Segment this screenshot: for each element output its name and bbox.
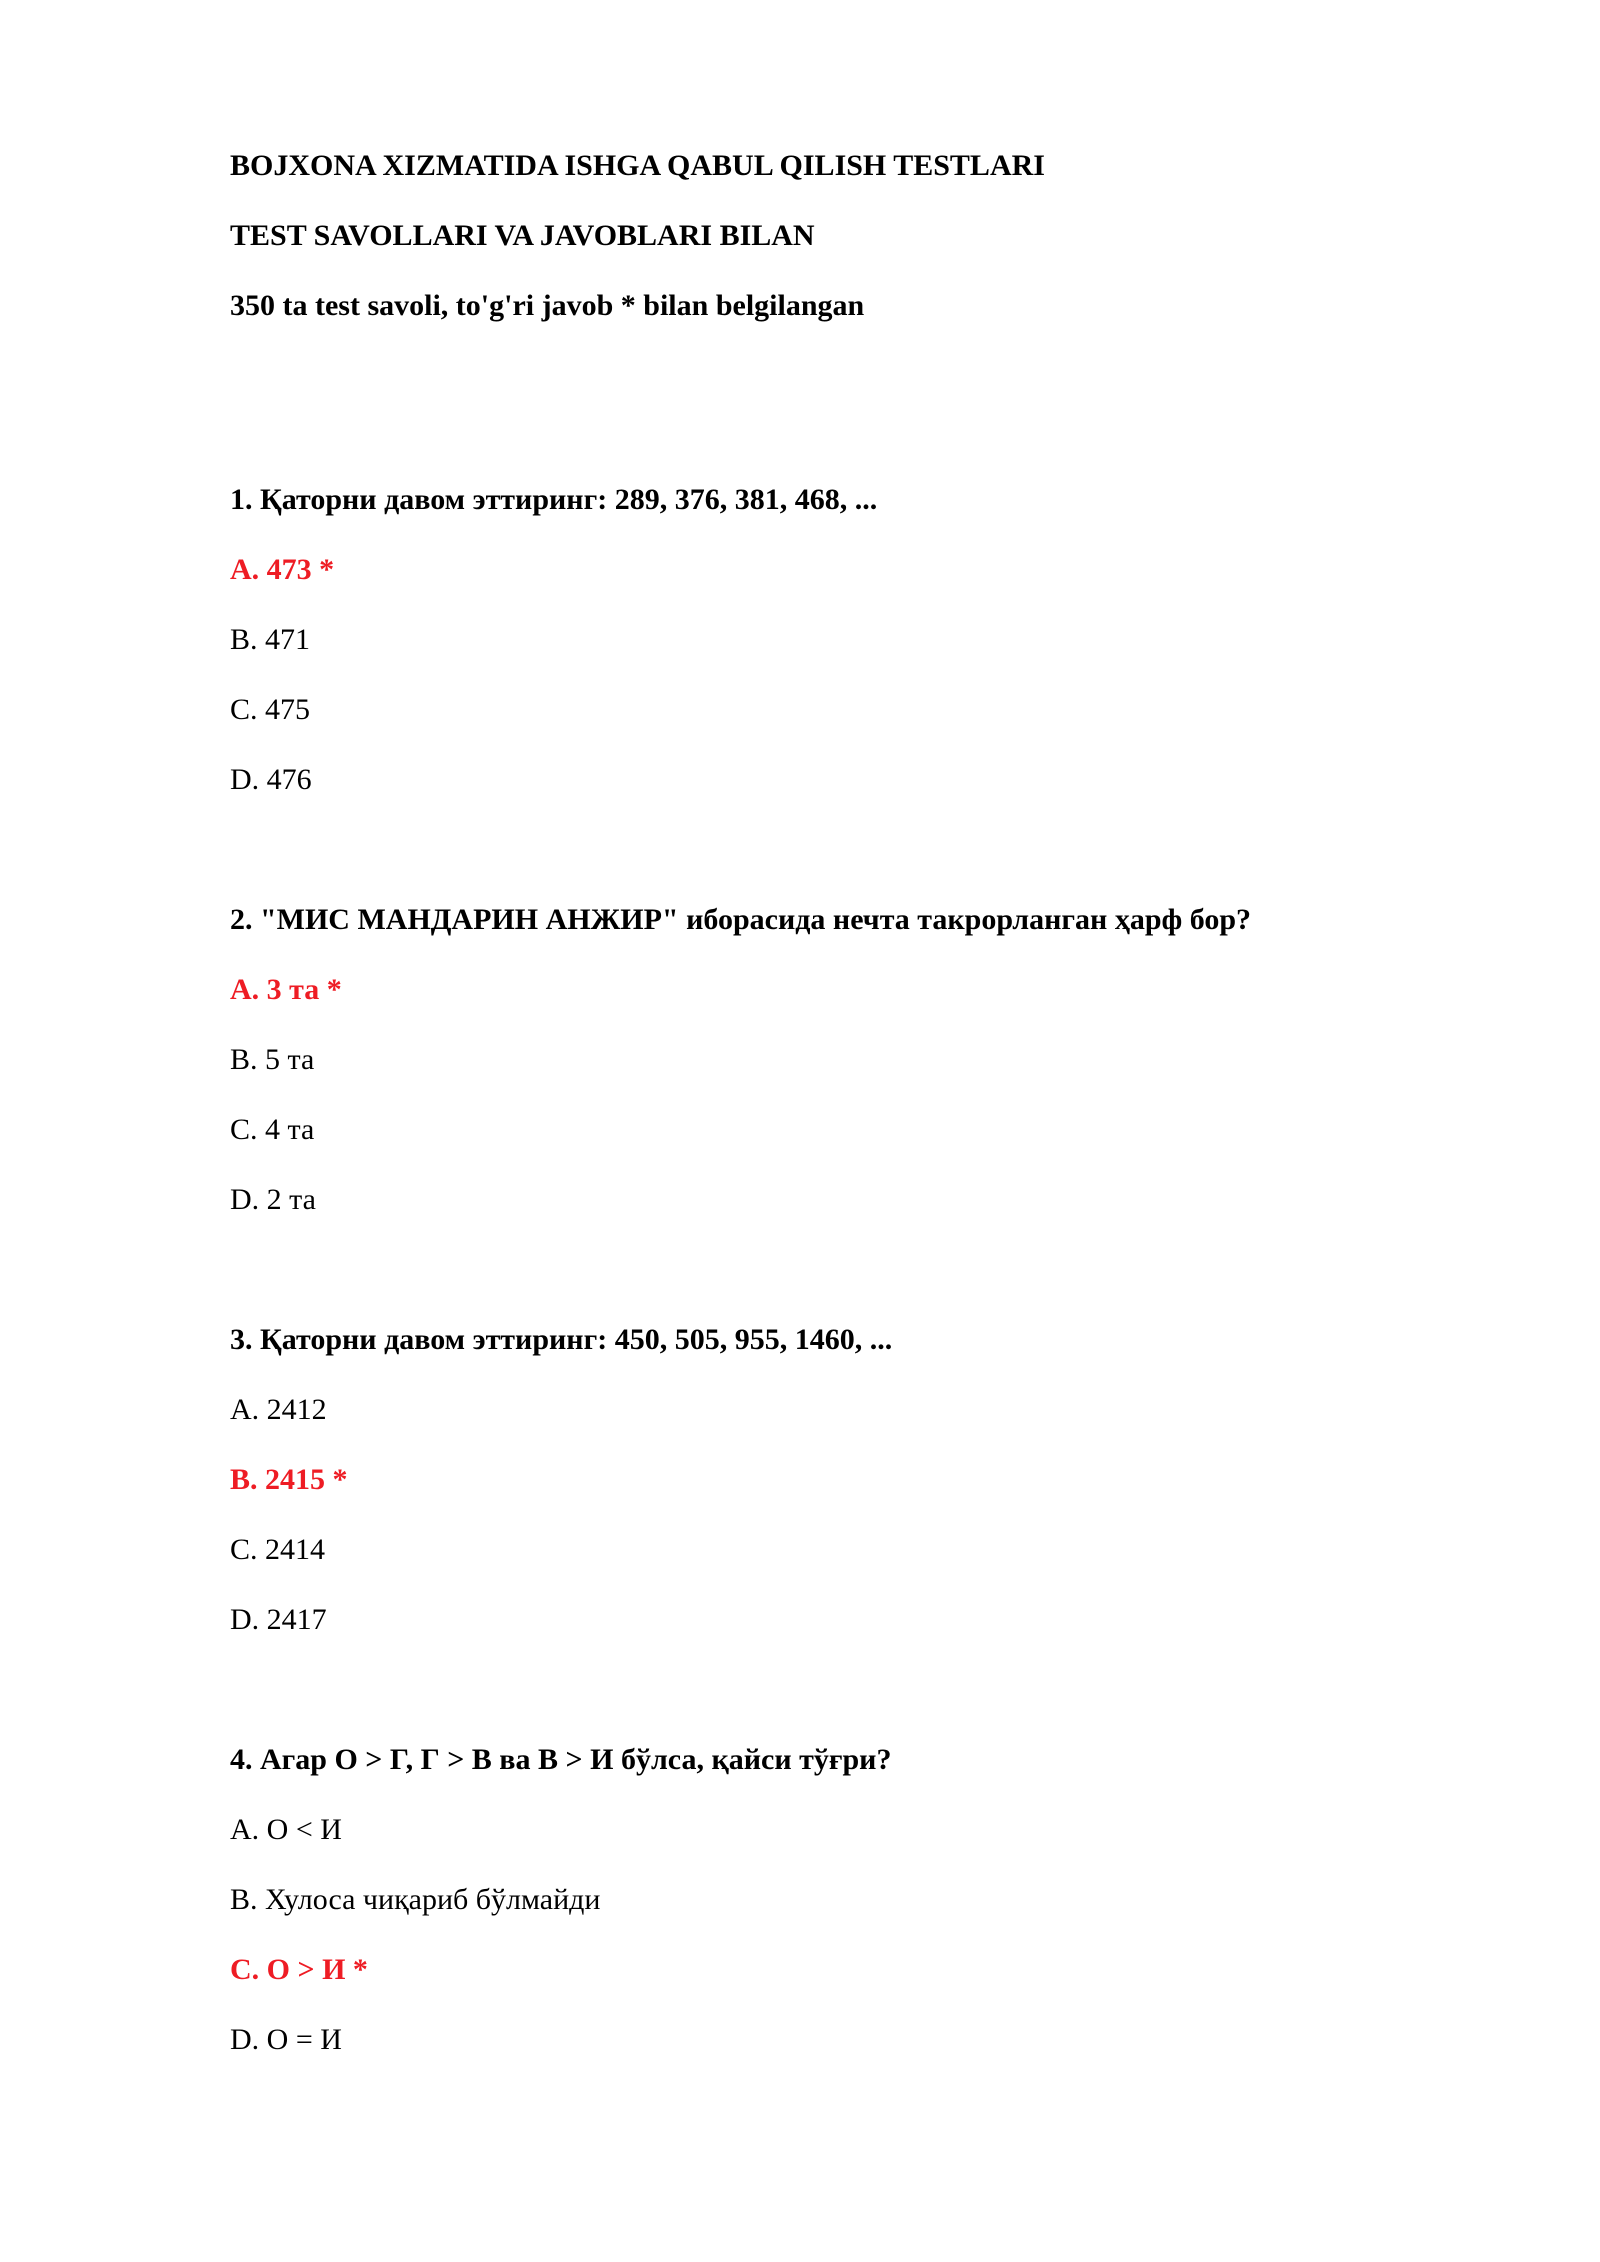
question-gap xyxy=(230,798,1430,902)
question-block-4 xyxy=(230,1742,1430,2058)
question-list xyxy=(230,482,1430,2058)
header-spacer xyxy=(230,324,1430,482)
question-block-3 xyxy=(230,1322,1430,1638)
correct-answer-option: B. 2415 * xyxy=(230,1463,348,1496)
answer-option: B. Хулоса чиқариб бўлмайди xyxy=(230,1883,601,1916)
question-block-1 xyxy=(230,482,1430,798)
correct-answer-option: C. О > И * xyxy=(230,1953,368,1986)
answer-option: B. 471 xyxy=(230,623,311,656)
document-title: BOJXONA XIZMATIDA ISHGA QABUL QILISH TESTLARI xyxy=(230,149,1045,182)
answer-option: A. О < И xyxy=(230,1813,342,1846)
document-subtitle: TEST SAVOLLARI VA JAVOBLARI BILAN xyxy=(230,219,815,252)
question-text: 4. Агар О > Г, Г > В ва В > И бўлса, қайси тўғри? xyxy=(230,1743,892,1776)
document-note: 350 ta test savoli, to'g'ri javob * bilan belgilangan xyxy=(230,289,865,322)
answer-option: A. 2412 xyxy=(230,1393,327,1426)
question-text: 2. "МИС МАНДАРИН АНЖИР" иборасида нечта такрорланган ҳарф бор? xyxy=(230,903,1252,936)
answer-option: D. 2417 xyxy=(230,1603,327,1636)
answer-option: C. 475 xyxy=(230,693,311,726)
answer-option: C. 2414 xyxy=(230,1533,326,1566)
answer-option: D. 2 та xyxy=(230,1183,316,1216)
answer-option: C. 4 та xyxy=(230,1113,315,1146)
question-gap xyxy=(230,1638,1430,1742)
question-text: 3. Қаторни давом эттиринг: 450, 505, 955, 1460, ... xyxy=(230,1323,893,1356)
answer-option: D. 476 xyxy=(230,763,312,796)
question-block-2 xyxy=(230,902,1430,1218)
correct-answer-option: A. 3 та * xyxy=(230,973,342,1006)
correct-answer-option: A. 473 * xyxy=(230,553,335,586)
answer-option: B. 5 та xyxy=(230,1043,315,1076)
document-page xyxy=(230,148,1430,2058)
question-gap xyxy=(230,1218,1430,1322)
question-text: 1. Қаторни давом эттиринг: 289, 376, 381, 468, ... xyxy=(230,483,878,516)
document-header xyxy=(230,148,1430,324)
answer-option: D. О = И xyxy=(230,2023,342,2056)
